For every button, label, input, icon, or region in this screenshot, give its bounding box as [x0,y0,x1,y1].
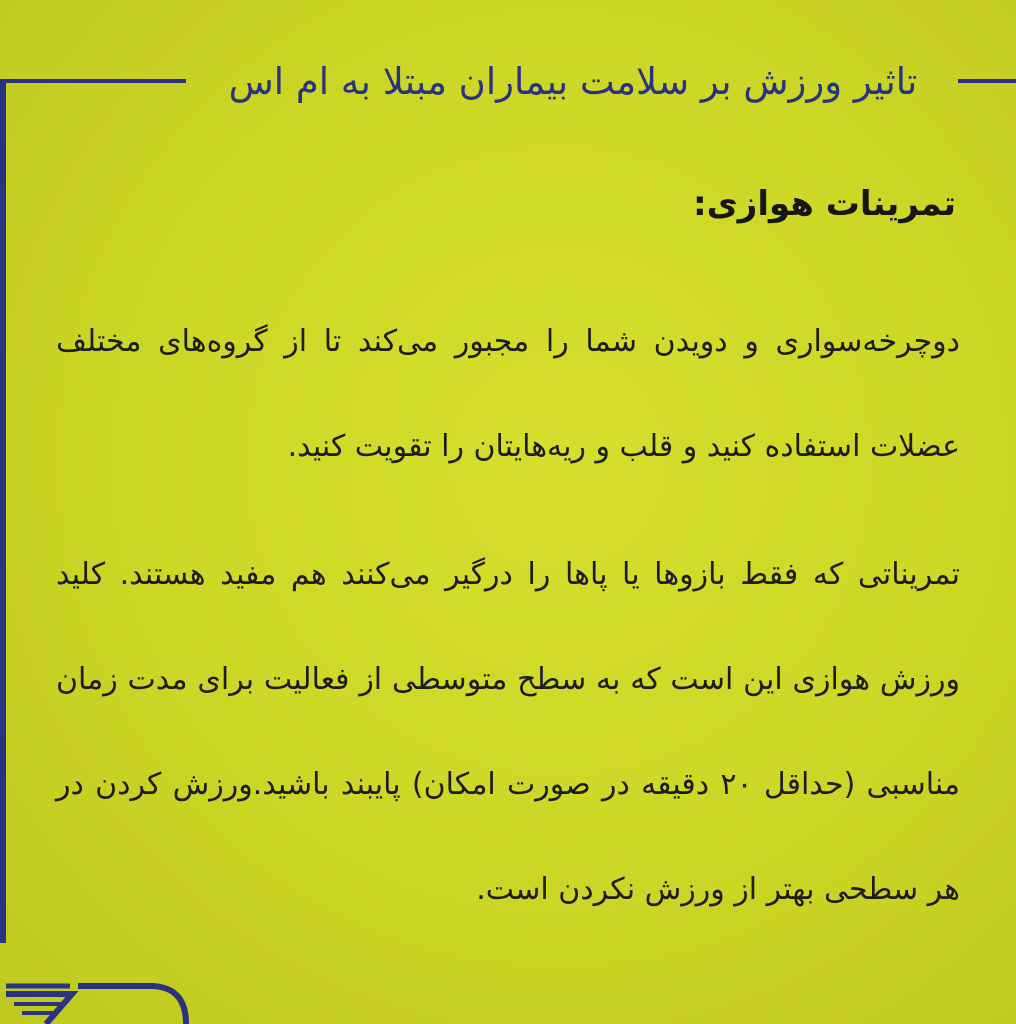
frame-top-line-right [958,79,1016,83]
frame-top-line-left [0,79,186,83]
paragraph-cycling-running: دوچرخه‌سواری و دویدن شما را مجبور می‌کند تا از گروه‌های مختلف عضلات استفاده کنید و قلب و ریه‌هایتان را تقویت کنید. [56,324,960,464]
brand-logo-icon [0,972,190,1024]
page-title: تاثیر ورزش بر سلامت بیماران مبتلا به ام اس [228,60,918,103]
frame-left-border [0,81,6,943]
section-heading: تمرینات هوازی: [692,184,956,224]
paragraph-aerobic-key: تمریناتی که فقط بازوها یا پاها را درگیر می‌کنند هم مفید هستند. کلید ورزش هوازی این است که به سطح متوسطی از فعالیت برای مدت زمان مناسبی (حداقل ۲۰ دقیقه در صورت امکان) پایبند باشید.ورزش کردن در هر سطحی بهتر از ورزش نکردن است. [56,557,960,907]
